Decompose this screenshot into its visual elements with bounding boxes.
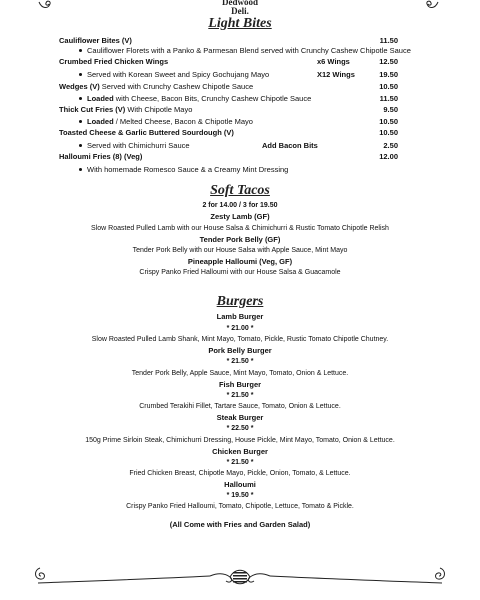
taco-desc: Slow Roasted Pulled Lamb with our House Salsa & Chimichurri & Rustic Tomato Chipotle Relish (91, 225, 389, 232)
taco-desc: Crispy Panko Fried Halloumi with our House Salsa & Guacamole (139, 269, 341, 276)
burger-price: * 21.00 * (226, 325, 254, 332)
fries-desc: With Chipotle Mayo (125, 105, 193, 114)
burger-name: Pork Belly Burger (208, 346, 272, 355)
fries-line (59, 105, 192, 114)
cauliflower-name: Cauliflower Bites (V) (59, 36, 132, 45)
bullet-icon (79, 168, 82, 171)
bullet-icon (79, 97, 82, 100)
add-bacon-label: Add Bacon Bits (262, 141, 318, 150)
burger-name: Fish Burger (218, 380, 262, 389)
burger-price: * 19.50 * (226, 492, 254, 499)
light-bites-title: Light Bites (208, 16, 272, 31)
wedges-loaded-desc: with Cheese, Bacon Bits, Crunchy Cashew Chipotle Sauce (113, 94, 312, 103)
wedges-desc: Served with Crunchy Cashew Chipotle Sauce (99, 82, 254, 91)
brand-logo (0, 0, 480, 16)
chicken-wings-price1: 12.50 (379, 57, 398, 66)
chicken-wings-opt1: x6 Wings (317, 57, 350, 66)
burgers-title: Burgers (216, 294, 264, 309)
brand-line-2: Deli. (231, 6, 249, 16)
tacos-pricing: 2 for 14.00 / 3 for 19.50 (202, 202, 278, 209)
fries-loaded-desc: / Melted Cheese, Bacon & Chipotle Mayo (113, 117, 253, 126)
soft-tacos-title: Soft Tacos (210, 183, 270, 198)
wedges-loaded-label: Loaded (87, 94, 114, 103)
fries-loaded-label: Loaded (87, 117, 114, 126)
burger-price: * 21.50 * (226, 392, 254, 399)
toasted-desc: Served with Chimichurri Sauce (87, 141, 190, 150)
add-bacon-price: 2.50 (383, 141, 398, 150)
toasted-name: Toasted Cheese & Garlic Buttered Sourdough (V) (59, 128, 234, 137)
taco-desc: Tender Pork Belly with our House Salsa with Apple Sauce, Mint Mayo (132, 247, 348, 254)
burger-price: * 21.50 * (226, 358, 254, 365)
burger-desc: Crumbed Terakihi Fillet, Tartare Sauce, Tomato, Onion & Lettuce. (139, 403, 341, 410)
burger-name: Chicken Burger (212, 447, 268, 456)
toasted-price: 10.50 (379, 128, 398, 137)
chicken-wings-desc: Served with Korean Sweet and Spicy Gochujang Mayo (87, 70, 270, 79)
chicken-wings-name: Crumbed Fried Chicken Wings (59, 57, 169, 66)
brand-line-1: Dedwood (221, 0, 258, 7)
fries-name: Thick Cut Fries (V) (59, 105, 126, 114)
wedges-loaded-line (87, 94, 311, 103)
wedges-price: 10.50 (379, 82, 398, 91)
cauliflower-desc: Cauliflower Florets with a Panko & Parmesan Blend served with Crunchy Cashew Chipotle Sauce (87, 46, 411, 55)
taco-name: Zesty Lamb (GF) (210, 212, 270, 221)
wedges-loaded-price: 11.50 (379, 94, 398, 103)
burger-name: Lamb Burger (216, 312, 264, 321)
burger-desc: Tender Pork Belly, Apple Sauce, Mint Mayo, Tomato, Onion & Lettuce. (131, 370, 349, 377)
wedges-line (59, 82, 253, 91)
burger-desc: Fried Chicken Breast, Chipotle Mayo, Pickle, Onion, Tomato, & Lettuce. (129, 470, 351, 477)
bullet-icon (79, 73, 82, 76)
halloumi-fries-name: Halloumi Fries (8) (Veg) (59, 152, 143, 161)
burger-name: Steak Burger (216, 413, 264, 422)
bullet-icon (79, 120, 82, 123)
cauliflower-price: 11.50 (379, 36, 398, 45)
fries-loaded-price: 10.50 (379, 117, 398, 126)
burger-name: Halloumi (224, 480, 256, 489)
chicken-wings-price2: 19.50 (379, 70, 398, 79)
bottom-border-ornament-icon (30, 562, 450, 592)
burger-desc: Crispy Panko Fried Halloumi, Tomato, Chipotle, Lettuce, Tomato & Pickle. (126, 503, 354, 510)
halloumi-fries-desc: With homemade Romesco Sauce & a Creamy Mint Dressing (87, 165, 289, 174)
burger-desc: Slow Roasted Pulled Lamb Shank, Mint Mayo, Tomato, Pickle, Rustic Tomato Chipotle Chutney. (91, 336, 389, 343)
wedges-name: Wedges (V) (59, 82, 100, 91)
fries-price: 9.50 (383, 105, 398, 114)
chicken-wings-opt2: X12 Wings (317, 70, 355, 79)
burger-price: * 21.50 * (226, 459, 254, 466)
taco-name: Tender Pork Belly (GF) (199, 235, 281, 244)
burger-desc: 150g Prime Sirloin Steak, Chimichurri Dressing, House Pickle, Mint Mayo, Tomato, Onion & Lettuce. (85, 437, 395, 444)
burger-price: * 22.50 * (226, 425, 254, 432)
halloumi-fries-price: 12.00 (379, 152, 398, 161)
bullet-icon (79, 144, 82, 147)
fries-loaded-line (87, 117, 253, 126)
burgers-footer-note: (All Come with Fries and Garden Salad) (169, 520, 311, 529)
taco-name: Pineapple Halloumi (Veg, GF) (187, 257, 293, 266)
bullet-icon (79, 49, 82, 52)
